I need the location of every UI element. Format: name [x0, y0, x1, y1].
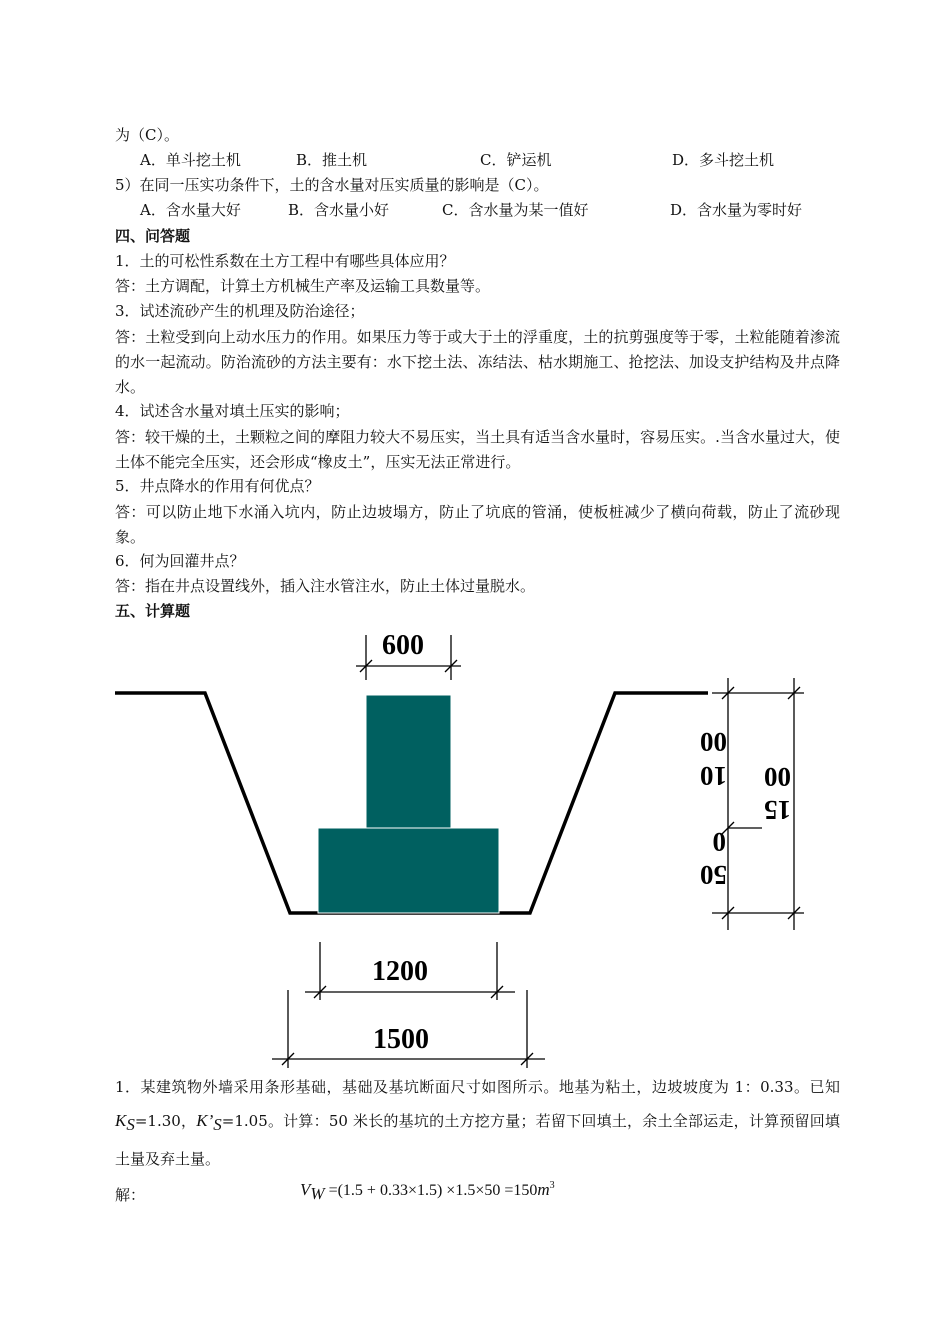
- footing-lower: [318, 828, 499, 913]
- section4-title: 四、问答题: [115, 227, 191, 245]
- q5-option-c: C．含水量为某一值好: [442, 201, 589, 219]
- qa-answer-5: 答：可以防止地下水涌入坑内，防止边坡塌方，防止了坑底的管涌，使板桩减少了横向荷载，防止了流砂现象。: [115, 503, 840, 546]
- dim-1000-label-top: 00: [700, 727, 727, 757]
- formula-lhs-subscript: W: [310, 1184, 325, 1203]
- dim-1500-label: 1500: [373, 1024, 429, 1055]
- formula-unit-superscript: 3: [549, 1180, 555, 1191]
- solution-label: 解：: [115, 1186, 146, 1204]
- foundation-pit-diagram: [0, 620, 950, 1070]
- q4-option-c: C．铲运机: [480, 151, 552, 169]
- q4-option-d: D．多斗挖土机: [672, 151, 775, 169]
- qa-question-5: 5．井点降水的作用有何优点？: [115, 477, 320, 495]
- qa-question-3: 3．试述流砂产生的机理及防治途径；: [115, 302, 365, 320]
- ks-symbol: K: [115, 1111, 127, 1130]
- dim-1200-label: 1200: [372, 956, 428, 987]
- dim-500-label-top: 0: [712, 827, 726, 857]
- dim-600-label: 600: [382, 630, 424, 661]
- qa-question-1: 1．土的可松性系数在土方工程中有哪些具体应用？: [115, 252, 455, 270]
- problem-text-1: 1．某建筑物外墙采用条形基础，基础及基坑断面尺寸如图所示。地基为粘土，边坡坡度为 1：0.33。已知: [115, 1078, 840, 1096]
- formula-lhs: V: [300, 1180, 311, 1199]
- formula-body: =(1.5 + 0.33×1.5) ×1.5×50 =150: [324, 1182, 538, 1199]
- q5-option-a: A．含水量大好: [140, 201, 241, 219]
- q5-option-b: B．含水量小好: [288, 201, 390, 219]
- ks-value: =1.30，: [134, 1112, 197, 1130]
- ks-subscript: S: [126, 1115, 135, 1134]
- q5-option-d: D．含水量为零时好: [670, 201, 803, 219]
- qa-answer-1: 答：土方调配，计算土方机械生产率及运输工具数量等。: [115, 277, 491, 295]
- formula-unit: m: [537, 1180, 550, 1199]
- footing-upper: [366, 695, 451, 828]
- kps-subscript: S: [213, 1115, 222, 1134]
- kps-symbol: K’: [196, 1111, 214, 1130]
- dim-1000-label-bottom: 10: [700, 761, 727, 791]
- qa-answer-4: 答：较干燥的土，土颗粒之间的摩阻力较大不易压实，当土具有适当含水量时，容易压实。.当含水量过大，使土体不能完全压实，还会形成“橡皮土”，压实无法正常进行。: [115, 428, 840, 471]
- qa-question-6: 6．何为回灌井点？: [115, 552, 245, 570]
- q4-option-a: A．单斗挖土机: [140, 151, 241, 169]
- qa-answer-6: 答：指在井点设置线外，插入注水管注水，防止土体过量脱水。: [115, 577, 536, 595]
- volume-formula: [300, 1180, 555, 1204]
- qa-answer-3: 答：土粒受到向上动水压力的作用。如果压力等于或大于土的浮重度，土的抗剪强度等于零，土粒能随着渗流的水一起流动。防治流砂的方法主要有：水下挖土法、冻结法、枯水期施工、抢挖法、加设支护结构及井点降水。: [115, 328, 840, 396]
- q4-option-b: B．推土机: [296, 151, 368, 169]
- question-tail: 为（C）。: [115, 126, 179, 144]
- dim-1500v-label-top: 00: [764, 762, 791, 792]
- q5-text: 5）在同一压实功条件下，土的含水量对压实质量的影响是（C）。: [115, 176, 549, 194]
- dim-500-label-bottom: 50: [700, 860, 727, 890]
- problem-statement: [115, 1070, 840, 1176]
- qa-question-4: 4．试述含水量对填土压实的影响；: [115, 402, 350, 420]
- dim-1500v-label-bottom: 15: [764, 795, 791, 825]
- kps-value-and-question: =1.05。计算：50 米长的基坑的土方挖方量；若留下回填土，余土全部运走，计算预留回填土量及弃土量。: [115, 1112, 840, 1168]
- section5-title: 五、计算题: [115, 602, 191, 620]
